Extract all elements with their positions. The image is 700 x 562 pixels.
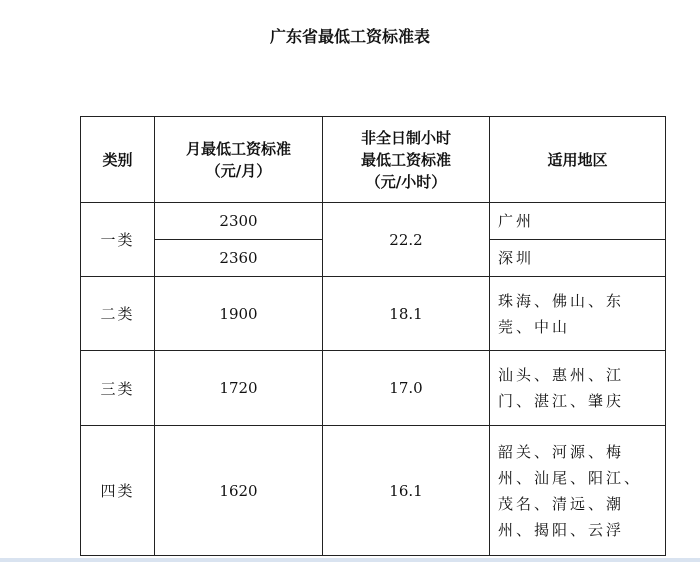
hourly-cell: 17.0 bbox=[323, 351, 490, 426]
header-hourly-line2: 最低工资标准 bbox=[360, 150, 451, 169]
hourly-cell: 18.1 bbox=[323, 277, 490, 351]
header-hourly-line3: （元/小时） bbox=[365, 172, 447, 191]
monthly-cell: 1720 bbox=[155, 351, 323, 426]
monthly-cell: 2300 bbox=[155, 203, 323, 240]
header-region-text: 适用地区 bbox=[547, 150, 608, 169]
table-row bbox=[81, 203, 666, 240]
category-cell: 一类 bbox=[81, 203, 155, 277]
region-cell: 汕头、惠州、江门、湛江、肇庆 bbox=[490, 351, 666, 426]
header-hourly bbox=[323, 117, 490, 203]
table-row bbox=[81, 277, 666, 351]
table-row bbox=[81, 426, 666, 556]
header-category bbox=[81, 117, 155, 203]
category-cell: 二类 bbox=[81, 277, 155, 351]
header-hourly-line1: 非全日制小时 bbox=[360, 128, 451, 147]
region-cell: 广州 bbox=[490, 203, 666, 240]
region-cell: 深圳 bbox=[490, 240, 666, 277]
header-region bbox=[490, 117, 666, 203]
region-cell: 韶关、河源、梅州、汕尾、阳江、茂名、清远、潮州、揭阳、云浮 bbox=[490, 426, 666, 556]
header-monthly-line1: 月最低工资标准 bbox=[185, 139, 291, 158]
header-row bbox=[81, 117, 666, 203]
header-category-text: 类别 bbox=[102, 150, 133, 169]
monthly-cell: 1900 bbox=[155, 277, 323, 351]
hourly-cell: 16.1 bbox=[323, 426, 490, 556]
page-bottom-edge bbox=[0, 558, 700, 562]
table-title: 广东省最低工资标准表 bbox=[269, 27, 430, 46]
header-monthly bbox=[155, 117, 323, 203]
header-monthly-line2: （元/月） bbox=[205, 161, 272, 180]
region-cell: 珠海、佛山、东莞、中山 bbox=[490, 277, 666, 351]
table-row bbox=[81, 351, 666, 426]
category-cell: 三类 bbox=[81, 351, 155, 426]
category-cell: 四类 bbox=[81, 426, 155, 556]
monthly-cell: 1620 bbox=[155, 426, 323, 556]
monthly-cell: 2360 bbox=[155, 240, 323, 277]
hourly-cell: 22.2 bbox=[323, 203, 490, 277]
minimum-wage-table bbox=[80, 116, 666, 556]
